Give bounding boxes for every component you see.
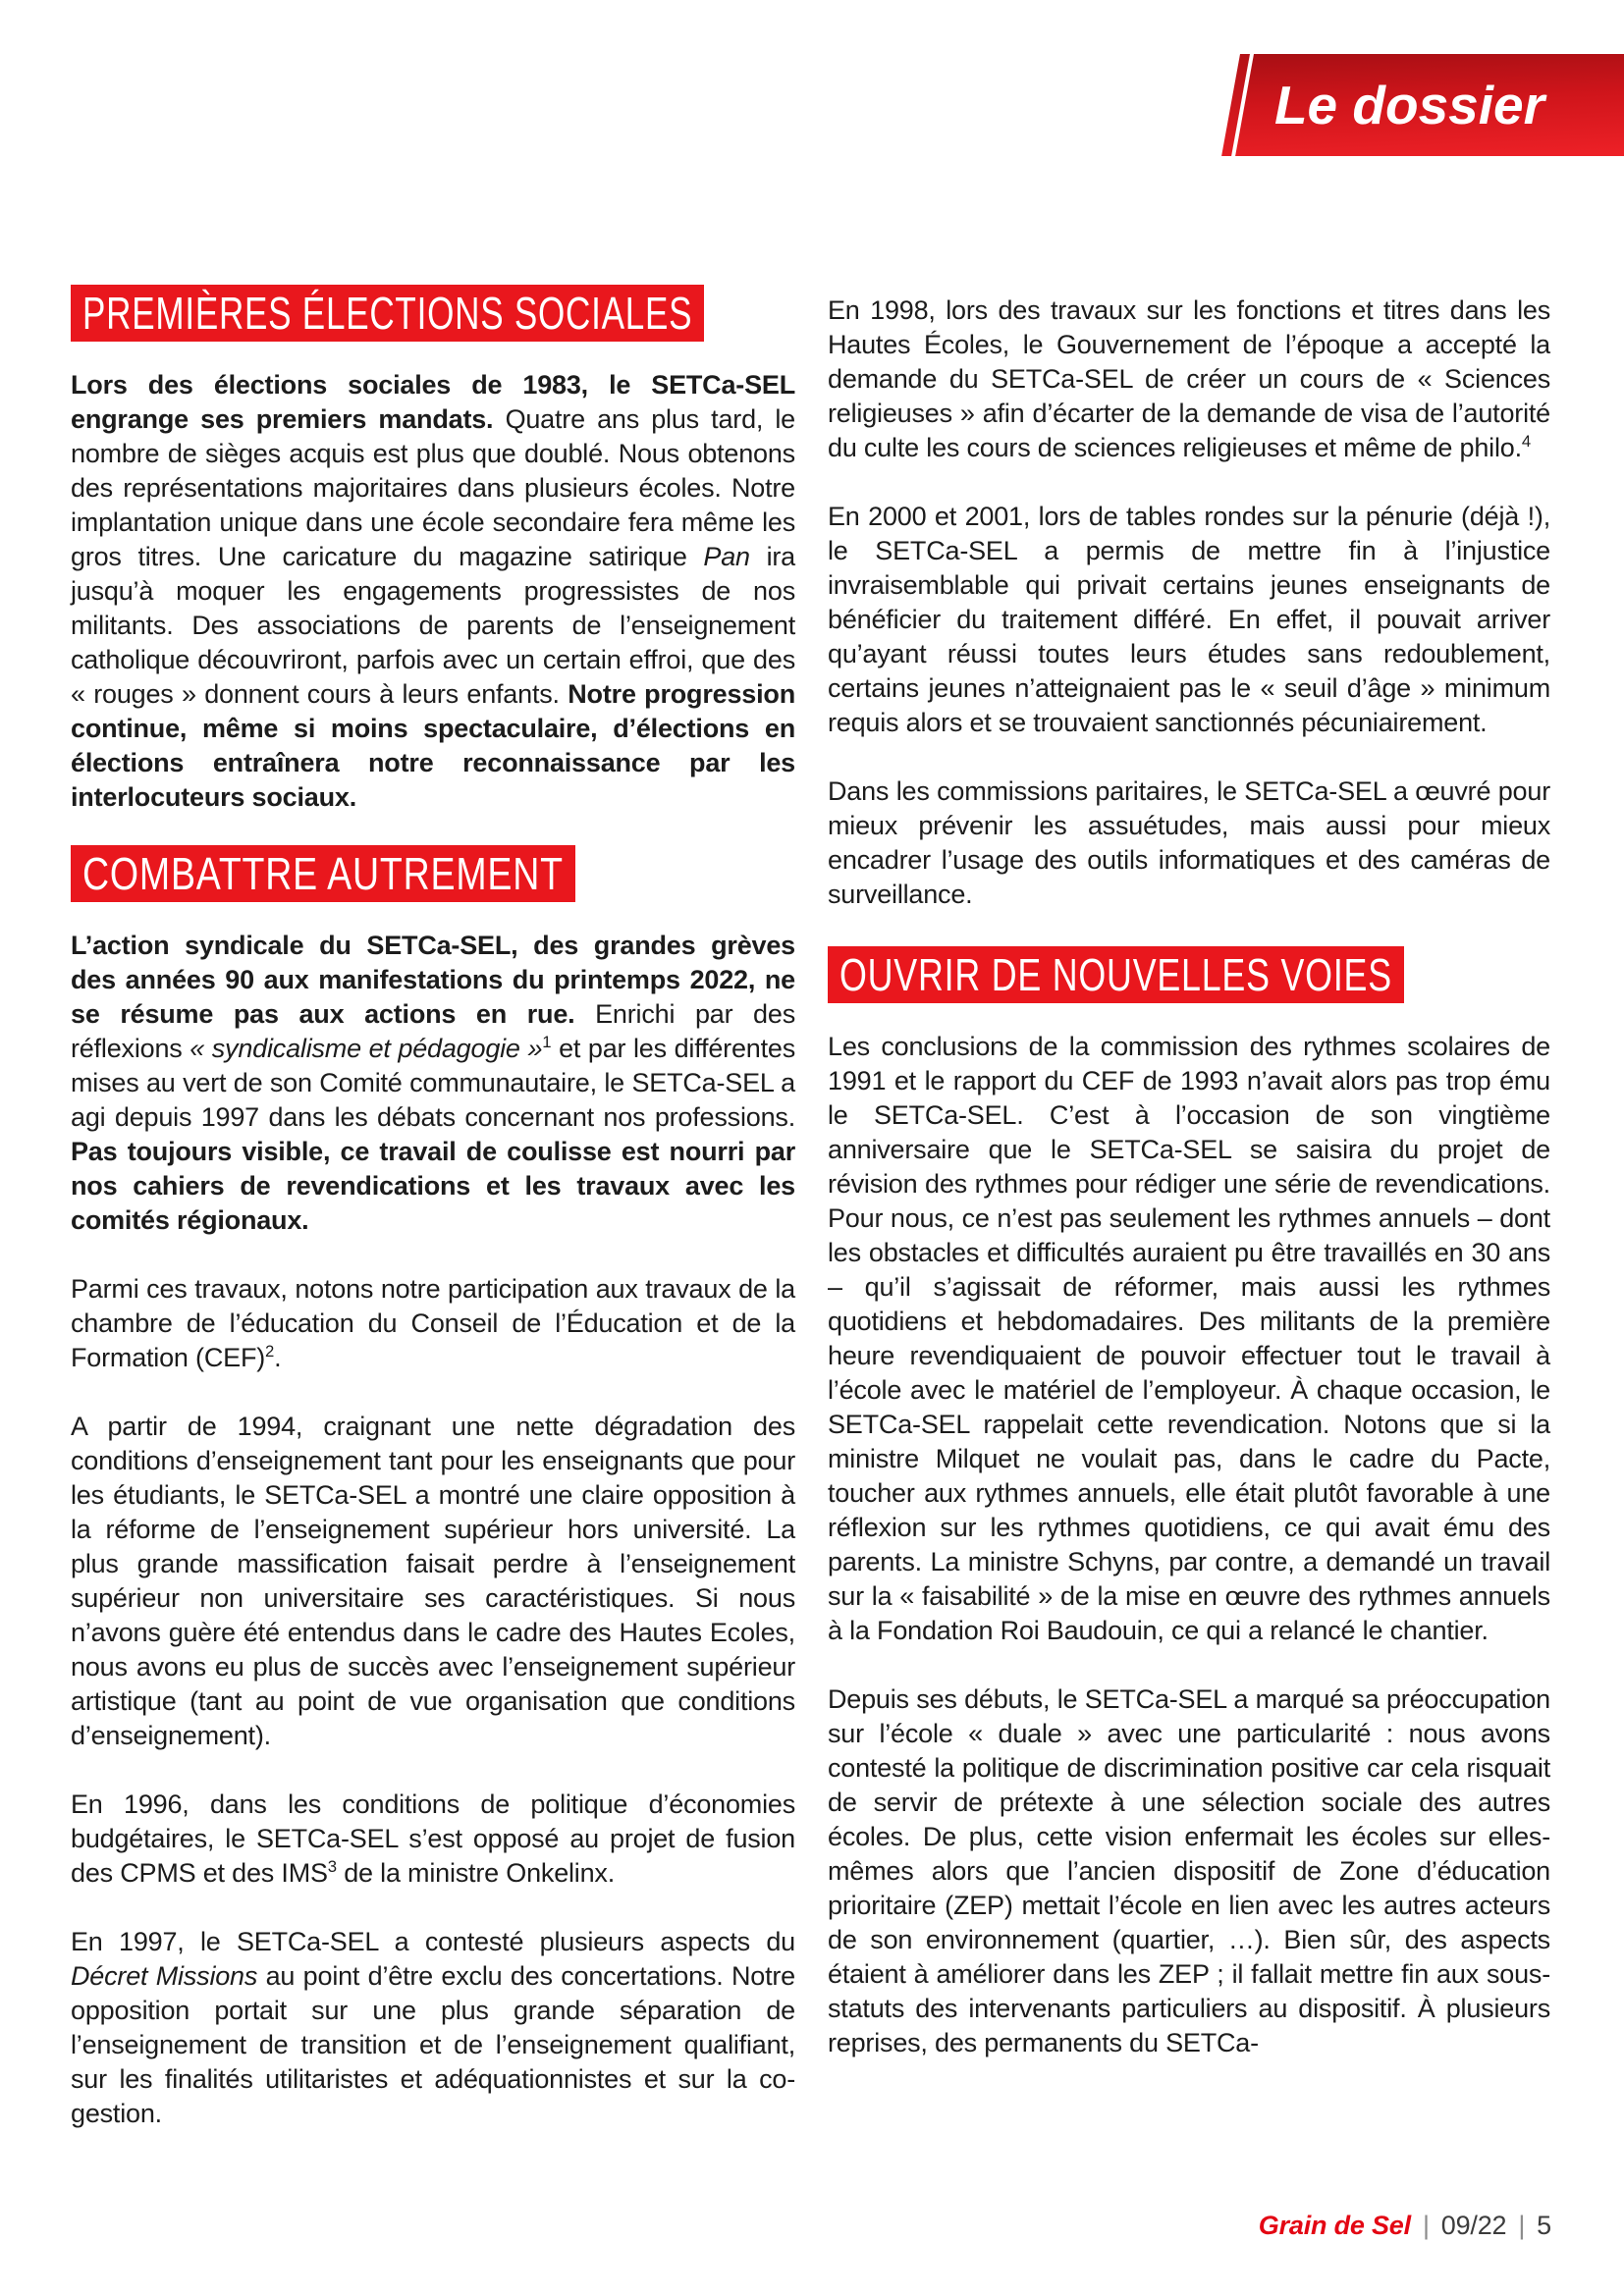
paragraph: En 1998, lors des travaux sur les fonctions et titres dans les Hautes Écoles, le Gouvernement de l’époque a accepté la demande du SETCa-SEL de créer un cours de « Sciences religieuses » afin d’écarter de la demande de visa de l’autorité du culte les cours de sciences religieuses et même de philo.$^4$ <box>828 295 1550 462</box>
magazine-name: Grain de Sel <box>1258 2211 1411 2240</box>
paragraph: Lors des élections sociales de 1983, le SETCa-SEL engrange ses premiers mandats. Quatre ans plus tard, le nombre de sièges acquis est plus que doublé. Nous obtenons des représentations majoritaires dans plusieurs écoles. Notre implantation unique dans une école secondaire fera même les gros titres. Une caricature du magazine satirique Pan ira jusqu’à moquer les engagements progressistes de nos militants. Des associations de parents de l’enseignement catholique découvriront, parfois avec un certain effroi, que des « rouges » donnent cours à leurs enfants. Notre progression continue, même si moins spectaculaire, d’élections en élections entraînera notre reconnaissance par les interlocuteurs sociaux. <box>71 370 795 812</box>
section-heading-ouvrir-voies <box>828 946 1404 1003</box>
section-heading-premieres-elections <box>71 285 704 342</box>
paragraph: En 1996, dans les conditions de politique d’économies budgétaires, le SETCa-SEL s’est opposé au projet de fusion des CPMS et des IMS$^3$ de la ministre Onkelinx. <box>71 1789 795 1888</box>
page-number: 5 <box>1537 2211 1551 2240</box>
section-heading-combattre-autrement <box>71 845 575 902</box>
section-heading-text: OUVRIR DE NOUVELLES VOIES <box>839 949 1392 1000</box>
footer-separator: | <box>1518 2211 1526 2240</box>
paragraph: A partir de 1994, craignant une nette dégradation des conditions d’enseignement tant pour les enseignants que pour les étudiants, le SETCa-SEL a montré une claire opposition à la réforme de l’enseignement supérieur hors université. La plus grande massification faisait perdre à l’enseignement supérieur non universitaire ses caractéristiques. Si nous n’avons guère été entendus dans le cadre des Hautes Ecoles, nous avons eu plus de succès avec l’enseignement supérieur artistique (tant au point de vue organisation que conditions d’enseignement). <box>71 1412 795 1750</box>
paragraph: En 1997, le SETCa-SEL a contesté plusieurs aspects du Décret Missions au point d’être exclu des concertations. Notre opposition portait sur une plus grande séparation de l’enseignement de transition et de l’enseignement qualifiant, sur les finalités utilitaristes et adéquationnistes et sur la co-gestion. <box>71 1927 795 2128</box>
paragraph: Depuis ses débuts, le SETCa-SEL a marqué sa préoccupation sur l’école « duale » avec une particularité : nous avons contesté la politique de discrimination positive car cela risquait de servir de prétexte à une sélection sociale des autres écoles. De plus, cette vision enfermait les écoles sur elles-mêmes alors que l’ancien dispositif de Zone d’éducation prioritaire (ZEP) mettait l’école en lien avec les autres acteurs de son environnement (quartier, …). Bien sûr, des aspects étaient à améliorer dans les ZEP ; il fallait mettre fin aux sous-statuts des intervenants particuliers au dispositif. À plusieurs reprises, des permanents du SETCa- <box>828 1684 1550 2057</box>
issue-date: 09/22 <box>1440 2211 1507 2240</box>
section-heading-text: PREMIÈRES ÉLECTIONS SOCIALES <box>82 288 693 339</box>
page-footer <box>1259 2211 1551 2241</box>
paragraph: Parmi ces travaux, notons notre participation aux travaux de la chambre de l’éducation du Conseil de l’Éducation et de la Formation (CEF)$^2$. <box>71 1274 795 1372</box>
paragraph: Les conclusions de la commission des rythmes scolaires de 1991 et le rapport du CEF de 1993 n’avait alors pas trop ému le SETCa-SEL. C’est à l’occasion de son vingtième anniversaire que le SETCa-SEL se saisira du projet de révision des rythmes pour rédiger une série de revendications. Pour nous, ce n’est pas seulement les rythmes annuels – dont les obstacles et difficultés auraient pu être travaillés en 30 ans – qu’il s’agissait de réformer, mais aussi les rythmes quotidiens et hebdomadaires. Des militants de la première heure revendiquaient de pouvoir effectuer tout le travail à l’école avec le matériel de l’employeur. À chaque occasion, le SETCa-SEL rappelait cette revendication. Notons que si la ministre Milquet ne voulait pas, dans le cadre du Pacte, toucher aux rythmes annuels, elle était plutôt favorable à une réflexion sur les rythmes quotidiens, ce qui avait ému des parents. La ministre Schyns, par contre, a demandé un travail sur la « faisabilité » de la mise en œuvre des rythmes annuels à la Fondation Roi Baudouin, ce qui a relancé le chantier. <box>828 1032 1550 1645</box>
left-column <box>71 285 795 2165</box>
section-heading-text: COMBATTRE AUTREMENT <box>82 848 564 899</box>
dossier-banner-label: Le dossier <box>1273 75 1545 135</box>
paragraph: Dans les commissions paritaires, le SETCa-SEL a œuvré pour mieux prévenir les assuétudes, mais aussi pour mieux encadrer l’usage des outils informatiques et des caméras de surveillance. <box>828 776 1550 909</box>
right-column <box>828 294 1550 2095</box>
paragraph: En 2000 et 2001, lors de tables rondes sur la pénurie (déjà !), le SETCa-SEL a permis de mettre fin à l’injustice invraisemblable qui privait certains jeunes enseignants de bénéficier du traitement différé. En effet, il pouvait arriver qu’ayant réussi toutes leurs études sans redoublement, certains jeunes n’atteignaient pas le « seuil d’âge » minimum requis alors et se trouvaient sanctionnés pécuniairement. <box>828 502 1550 737</box>
paragraph: L’action syndicale du SETCa-SEL, des grandes grèves des années 90 aux manifestations du printemps 2022, ne se résume pas aux actions en rue. Enrichi par des réflexions « syndicalisme et pédagogie »$^1$ et par les différentes mises au vert de son Comité communautaire, le SETCa-SEL a agi depuis 1997 dans les débats concernant nos professions. Pas toujours visible, ce travail de coulisse est nourri par nos cahiers de revendications et les travaux avec les comités régionaux. <box>71 931 795 1235</box>
footer-separator: | <box>1422 2211 1430 2240</box>
